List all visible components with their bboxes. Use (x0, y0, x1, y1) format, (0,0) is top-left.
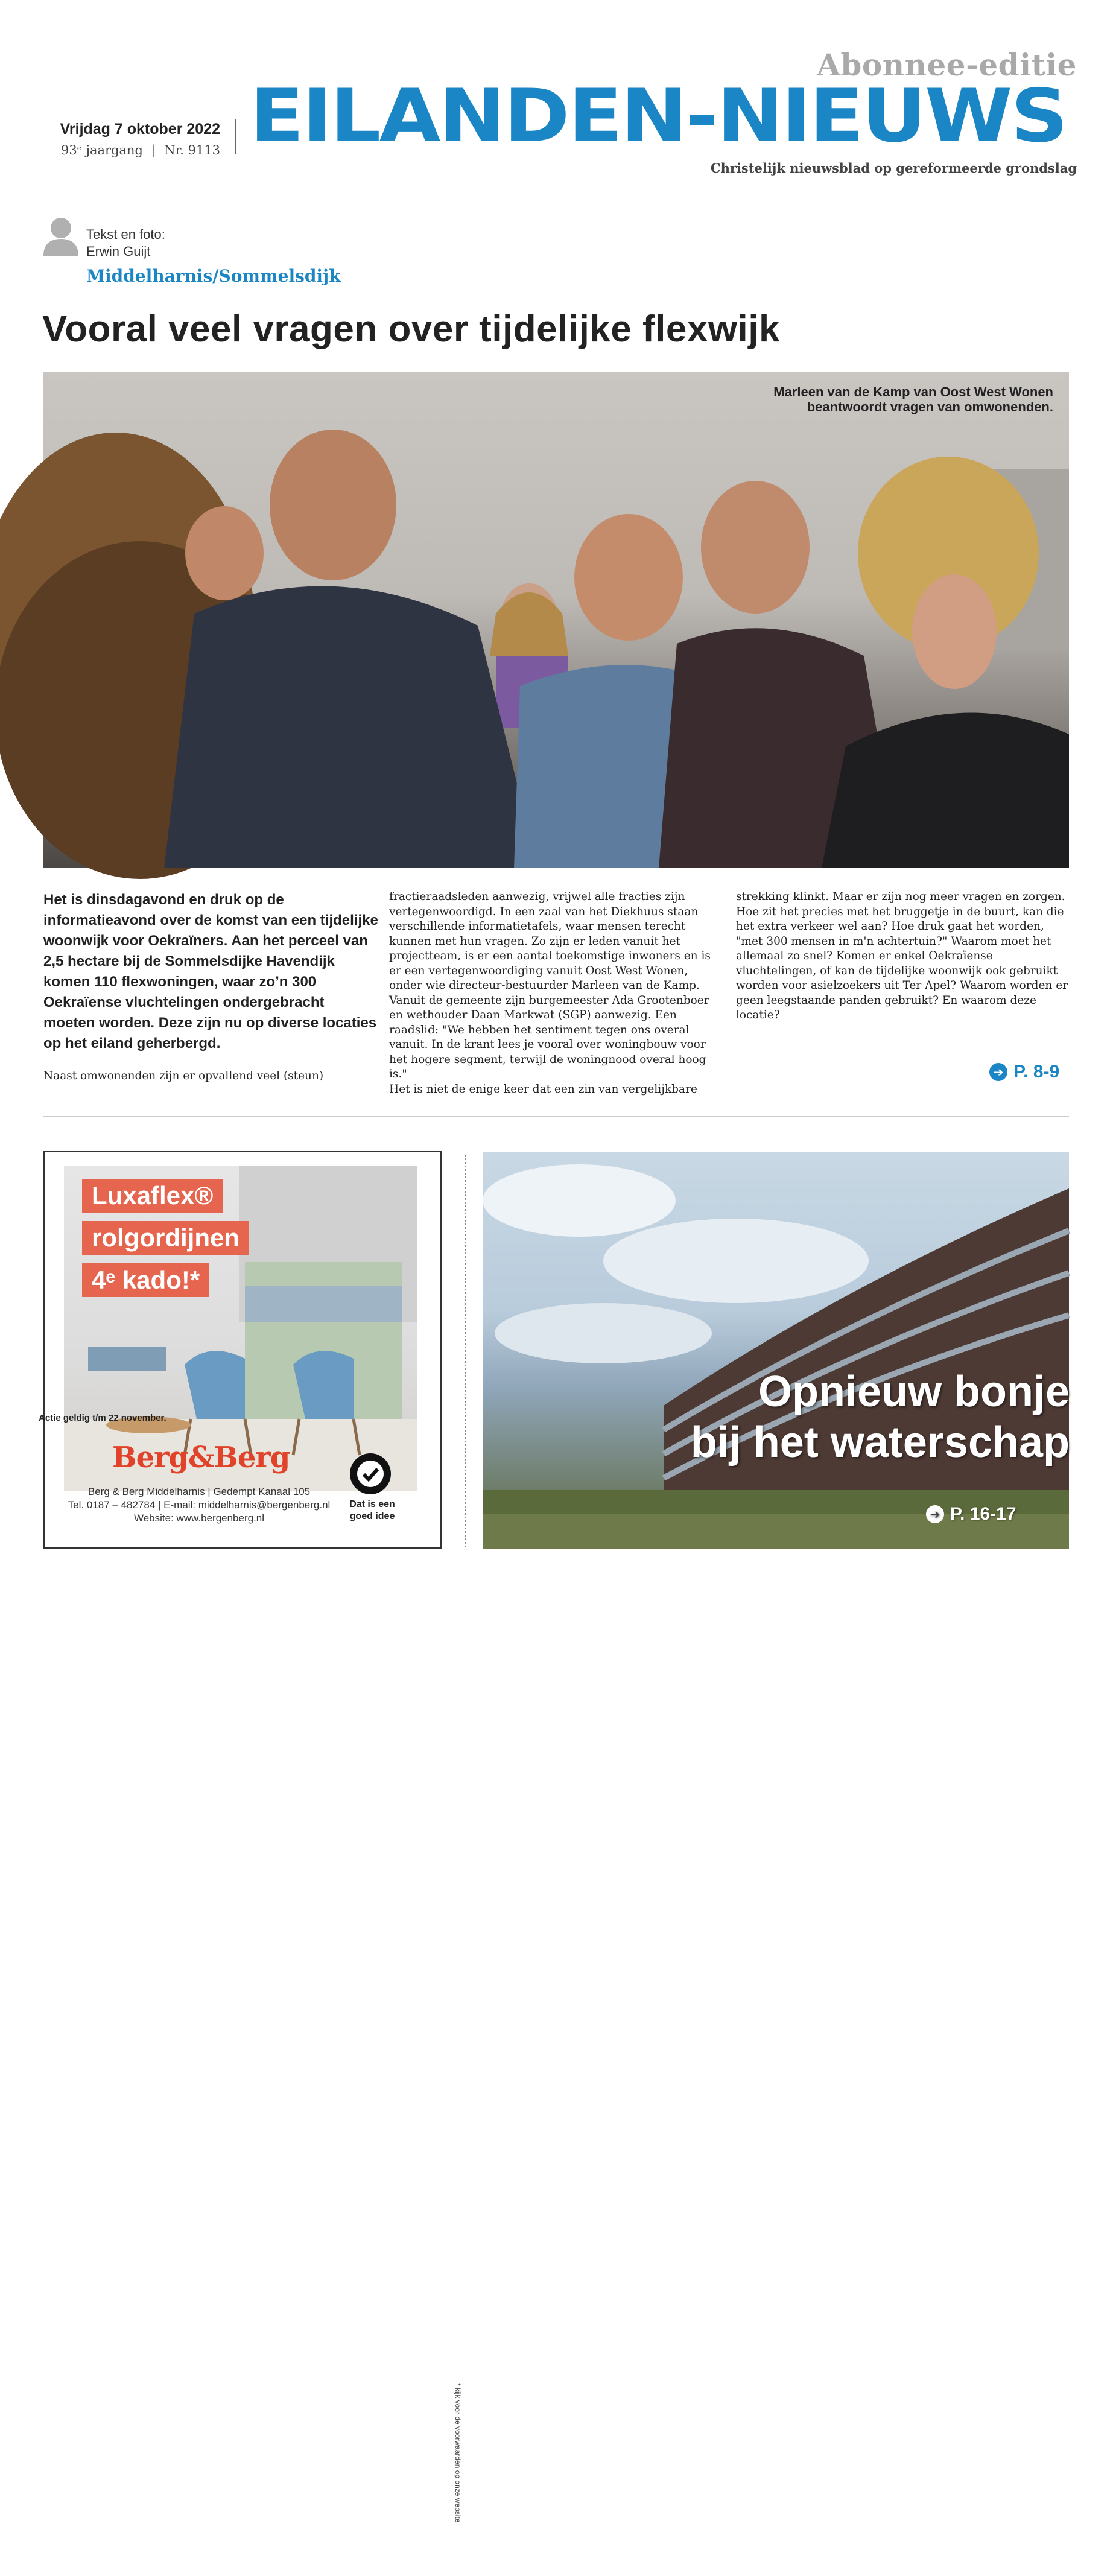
ad-brand-tag: Luxaflex® (82, 1179, 223, 1213)
promo-photo[interactable] (483, 1152, 1069, 1549)
promo-page-ref: P. 16-17 (950, 1504, 1016, 1524)
promo-link[interactable] (926, 1504, 1016, 1524)
article-col3: strekking klinkt. Maar er zijn nog meer vragen en zorgen. Hoe zit het precies met het bruggetje in de buurt, kan die het extra verkeer wel aan? Hoe druk gaat het worden, "met 300 mensen in m'n achtertuin?" Waarom moet het allemaal zo snel? Komen er enkel Oekraïense vluchtelingen, of kan de tijdelijke woonwijk ook gebruikt worden voor asielzoekers uit Ter Apel? Waarom worden er geen leegstaande panden gebruikt? En waarom deze locatie? (736, 890, 1068, 1021)
article-lead: Het is dinsdagavond en druk op de informatieavond over de komst van een tijdelijke woonwijk voor Oekraïners. Aan het perceel van 2,5 hectare bij de Sommelsdijke Havendijk komen 110 flexwoningen, waar zo’n 300 Oekraïense vluchtelingen ondergebracht moeten worden. Deze zijn nu op diverse locaties op het eiland geherbergd. (43, 892, 378, 1052)
ad-validity: Actie geldig t/m 22 november. (39, 1413, 166, 1423)
byline-label: Tekst en foto: (86, 227, 165, 242)
arrow-right-icon: ➔ (989, 1063, 1007, 1081)
column-separator (465, 1155, 466, 1547)
promo-headline[interactable]: Opnieuw bonje bij het waterschap (690, 1368, 1070, 1467)
newspaper-logo[interactable]: EILANDEN-NIEUWS (250, 73, 1067, 159)
ad-offer-tag: 4ᵉ kado!* (82, 1263, 209, 1297)
edition-label: Abonnee-editie (817, 47, 1077, 83)
divider: | (151, 143, 156, 157)
building-illustration (483, 1152, 1069, 1549)
photo-caption: Marleen van de Kamp van Oost West Wonen beantwoordt vragen van omwonenden. (773, 384, 1053, 414)
volume: 93ᵉ jaargang (60, 143, 144, 157)
article-photo (43, 372, 1069, 868)
badge-text: Dat is een goed idee (349, 1499, 395, 1521)
badge-icon (349, 1452, 392, 1496)
issue-number: Nr. 9113 (164, 143, 220, 157)
arrow-right-icon: ➔ (926, 1505, 944, 1523)
masthead-divider (235, 119, 236, 154)
page-ref: P. 8-9 (1013, 1062, 1060, 1082)
tagline: Christelijk nieuwsblad op gereformeerde grondslag (710, 160, 1077, 176)
article-col1: Naast omwonenden zijn er opvallend veel (steun) (43, 1070, 324, 1082)
continue-link[interactable] (989, 1062, 1059, 1082)
issue-date: Vrijdag 7 oktober 2022 (60, 121, 220, 138)
issue-info (24, 121, 220, 157)
byline (86, 226, 165, 260)
crowd-illustration (43, 372, 1069, 868)
section-divider (43, 1116, 1069, 1117)
byline-name: Erwin Guijt (86, 244, 151, 259)
article-headline[interactable]: Vooral veel vragen over tijdelijke flexwijk (42, 308, 780, 350)
ad-logo[interactable]: Berg&Berg (112, 1441, 290, 1474)
ad-terms: * kijk voor de voorwaarden op onze website (454, 2383, 462, 2523)
ad-product-tag: rolgordijnen (82, 1221, 249, 1255)
author-icon (42, 216, 80, 256)
ad-contact: Berg & Berg Middelharnis | Gedempt Kanaal 105 Tel. 0187 – 482784 | E-mail: middelharnis@bergenberg.nl Website: www.bergenberg.nl (68, 1486, 331, 1524)
location-label: Middelharnis/Sommelsdijk (86, 266, 341, 286)
article-col2: fractieraadsleden aanwezig, vrijwel alle fracties zijn vertegenwoordigd. In een zaal van het Diekhuus staan verschillende informatietafels, waar mensen terecht kunnen met hun vragen. Zo zijn er leden vanuit het projectteam, is er een aantal toekomstige inwoners en is er een vertegenwoordiging vanuit Oost West Wonen, onder wie directeur-bestuurder Marleen van de Kamp. Vanuit de gemeente zijn burgemeester Ada Grootenboer en wethouder Daan Markwat (SGP) aanwezig. Een raadslid: "We hebben het sentiment tegen ons overal vanuit. In de krant lees je vooral over woningbouw voor het hogere segment, terwijl de woningnood overal hoog is." Het is niet de enige keer dat een zin van vergelijkbare (389, 890, 711, 1096)
